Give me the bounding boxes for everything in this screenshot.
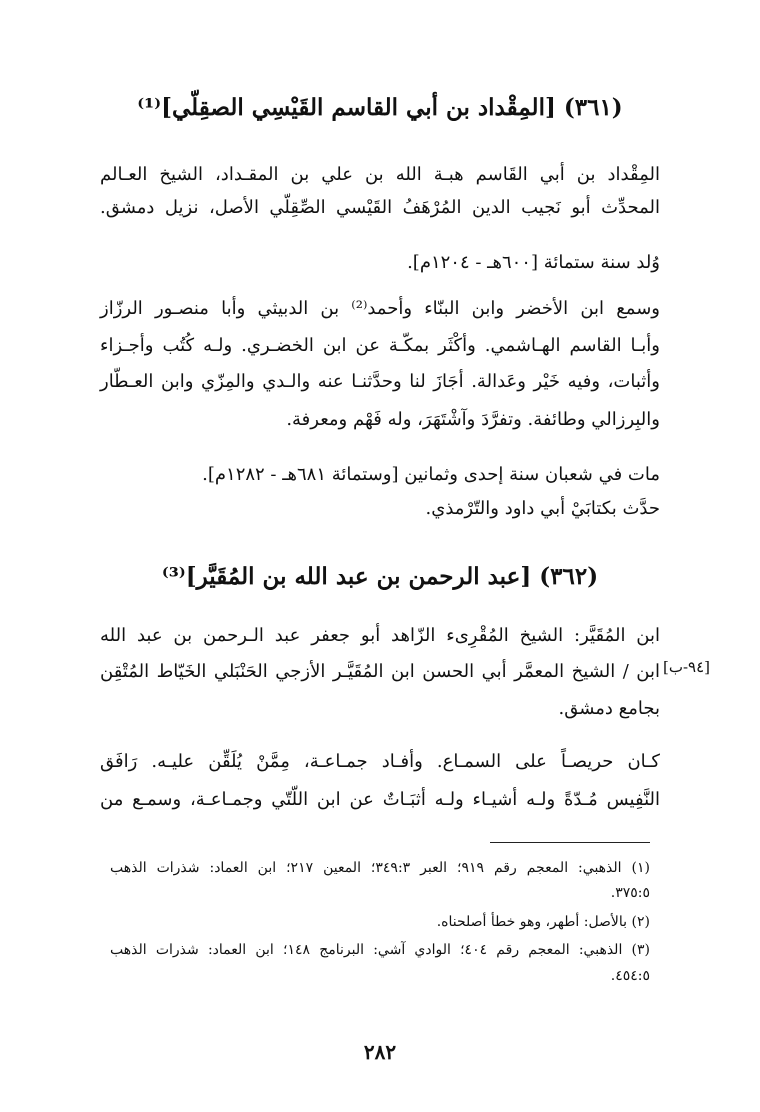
footnote-1: (١) الذهبي: المعجم رقم ٩١٩؛ العبر ٣٤٩:٣؛ المعين ٢١٧؛ ابن العماد: شذرات الذهب	[110, 860, 650, 876]
footnote-1-continuation: ٣٧٥:٥.	[610, 885, 650, 901]
entry-362-heading: (٣٦٢) [عبد الرحمن بن عبد الله بن المُقَيَّر]⁽³⁾	[161, 563, 599, 590]
entry-362-line-4: كـان حريصـاً على السمـاع. وأفـاد جمـاعـة، مِمَّنْ يُلَقِّن عليـه. رَافَق	[100, 751, 660, 772]
page-number: ٢٨٢	[363, 1040, 397, 1064]
entry-362-line-1: ابن المُقَيَّر: الشيخ المُقْرِىء الزّاهد أبو جعفر عبد الـرحمن بن عبد الله	[100, 625, 660, 646]
entry-361-line-8: مات في شعبان سنة إحدى وثمانين [وستمائة ٦٨١هـ - ١٢٨٢م].	[202, 464, 660, 485]
entry-362-line-2: ابن / الشيخ المعمَّر أبي الحسن ابن المُقَيَّـر الأزجي الحَنْبَلي الخَيّاط المُتْقِن	[100, 661, 660, 682]
entry-361-line-9: حدَّث بكتابَيْ أبي داود والتّرْمذي.	[425, 498, 660, 519]
entry-361-line-3: وُلد سنة ستمائة [٦٠٠هـ - ١٢٠٤م].	[407, 252, 660, 273]
entry-361-line-1: المِقْداد بن أبي القَاسم هبـة الله بن علي بن المقـداد، الشيخ العـالم	[100, 164, 660, 185]
entry-361-line-4: وسمع ابن الأخضر وابن البنّاء وأحمد⁽²⁾ بن الدبيثي وأبا منصـور الرزّاز	[100, 298, 660, 319]
entry-361-line-2: المحدِّث أبو نَجيب الدين المُرْهَفُ القَيْسي الصِّقِلّي الأصل، نزيل دمشق.	[100, 197, 660, 218]
entry-362-line-5: النَّفِيس مُـدّةً ولـه أشيـاء ولـه أثبَـاتٌ عن ابن اللّتّي وجمـاعـة، وسمـع من	[100, 789, 660, 810]
footnote-2: (٢) بالأصل: أطهر، وهو خطأ أصلحناه.	[436, 914, 650, 930]
entry-362-line-3: بجامع دمشق.	[558, 698, 660, 719]
footnote-3-continuation: ٤٥٤:٥.	[610, 968, 650, 984]
entry-361-heading: (٣٦١) [المِقْداد بن أبي القاسم القَيْسِي الصقِلّي]⁽¹⁾	[137, 94, 623, 121]
entry-361-line-6: وأثبات، وفيه خَيْر وعَدالة. أجَازَ لنا وحدَّثنـا عنه والـدي والمِزّي وابن العـطّار	[100, 371, 660, 392]
margin-folio-note: [٩٤-ب]	[663, 658, 711, 676]
footnote-divider	[490, 842, 650, 843]
entry-361-line-5: وأبـا القاسم الهـاشمي. وأكْثَر بمكّـة عن ابن الخضـري. ولـه كُتُب وأجـزاء	[100, 335, 660, 356]
footnote-3: (٣) الذهبي: المعجم رقم ٤٠٤؛ الوادي آشي: البرنامج ١٤٨؛ ابن العماد: شذرات الذهب	[110, 942, 650, 958]
entry-361-line-7: والبِرزالي وطائفة. وتفرَّدَ وآشْتَهَرَ، وله فَهْم ومعرفة.	[286, 409, 660, 430]
